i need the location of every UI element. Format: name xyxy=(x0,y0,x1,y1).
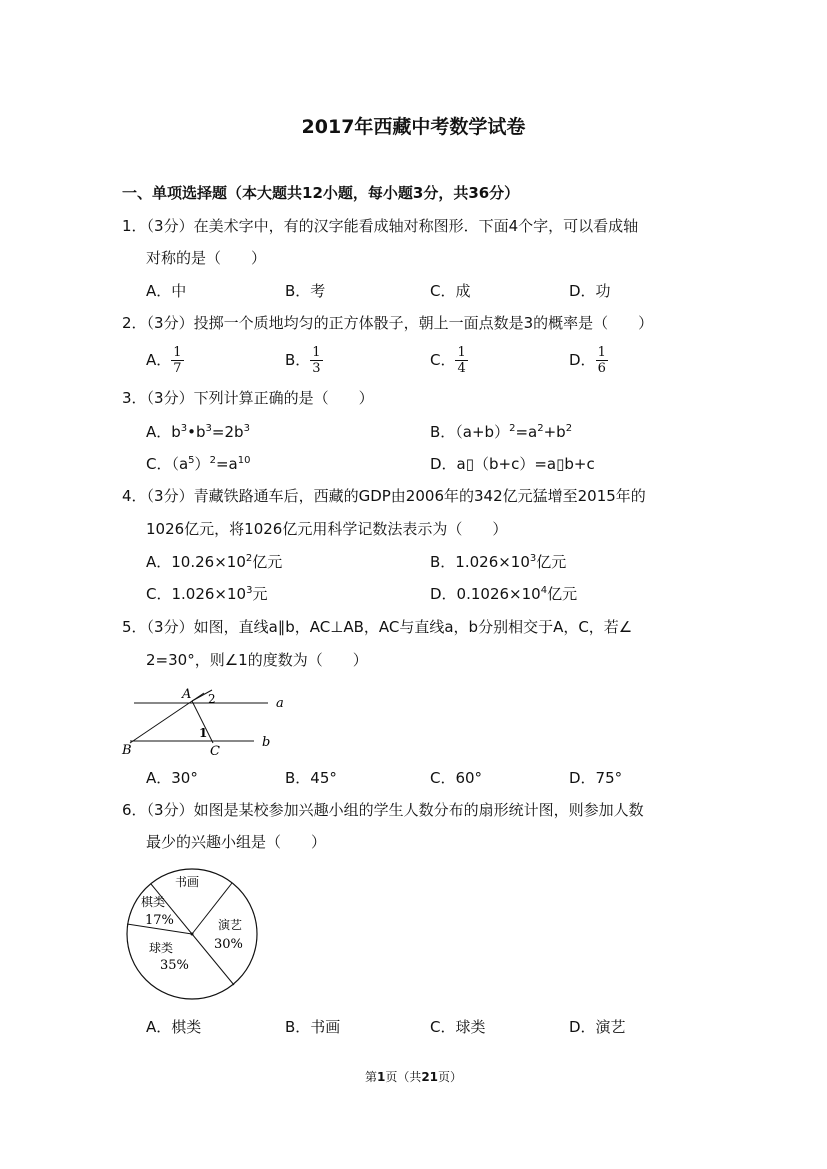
fraction-denominator: 3 xyxy=(312,361,321,376)
question-1-line-1: 1．（3分）在美术字中，有的汉字能看成轴对称图形．下面4个字，可以看成轴 xyxy=(122,217,639,235)
q2-option-d-label: D． xyxy=(569,351,596,369)
fraction-denominator: 7 xyxy=(173,361,182,376)
q6-option-d: D．演艺 xyxy=(569,1018,626,1036)
slice-label-yanyi: 演艺 xyxy=(218,918,243,932)
label-line-b: b xyxy=(262,735,271,750)
q4-option-c: C．$1.026\times 10^3$元 xyxy=(146,585,268,603)
question-3-line-1: 3．（3分）下列计算正确的是（ ） xyxy=(122,389,374,407)
pie-center xyxy=(191,933,194,936)
q6-option-a: A．棋类 xyxy=(146,1018,202,1036)
slice-pct-qilei: 17% xyxy=(145,913,174,928)
fraction-numerator: 1 xyxy=(312,345,321,360)
fraction-numerator: 1 xyxy=(597,345,606,360)
fraction-numerator: 1 xyxy=(457,345,466,360)
q1-option-d: D．功 xyxy=(569,282,611,300)
slice-label-qiulei: 球类 xyxy=(149,941,174,955)
slice-pct-qiulei: 35% xyxy=(160,958,189,973)
q3-option-d: D．a▯（b+c）=a▯b+c xyxy=(430,455,595,473)
q5-option-c: C．60° xyxy=(430,769,483,787)
page-number: 1 xyxy=(376,1070,386,1084)
page-title: 2017年西藏中考数学试卷 xyxy=(301,116,526,138)
q5-option-b: B．45° xyxy=(285,769,337,787)
label-line-a: a xyxy=(276,696,284,711)
label-angle-2: 2 xyxy=(208,692,216,706)
fraction-denominator: 6 xyxy=(597,361,606,376)
q4-option-d: D．$0.1026\times 10^4$亿元 xyxy=(430,585,578,603)
fraction-denominator: 4 xyxy=(457,361,466,376)
q1-option-b: B．考 xyxy=(285,282,326,300)
question-6-line-2: 最少的兴趣小组是（ ） xyxy=(146,833,327,851)
question-4-line-2: 1026亿元，将1026亿元用科学记数法表示为（ ） xyxy=(146,520,508,538)
pie-chart-figure xyxy=(124,865,262,1003)
label-C: C xyxy=(210,744,220,759)
q2-option-a xyxy=(146,345,184,376)
q2-option-d xyxy=(569,345,608,376)
q1-option-c: C．成 xyxy=(430,282,471,300)
question-1-line-2: 对称的是（ ） xyxy=(146,249,267,267)
q3-option-b: B．$(a+b)^2=a^2+b^2$ xyxy=(430,423,573,441)
parallel-lines-figure xyxy=(118,682,298,760)
section-heading: 一、单项选择题（本大题共12小题，每小题3分，共36分） xyxy=(122,184,520,202)
q2-option-c-label: C． xyxy=(430,351,456,369)
label-A: A xyxy=(182,687,192,702)
q4-option-a: A．$10.26\times 10^2$亿元 xyxy=(146,553,283,571)
q2-option-a-label: A． xyxy=(146,351,172,369)
q5-option-a: A．30° xyxy=(146,769,198,787)
q4-option-b: B．$1.026\times 10^3$亿元 xyxy=(430,553,567,571)
q2-option-b-fraction xyxy=(310,345,322,376)
q3-option-a: A．$b^3•b^3=2b^3$ xyxy=(146,423,250,441)
q3-option-c: C．$(a^5)^2=a^{10}$ xyxy=(146,455,251,473)
slice-label-qilei: 棋类 xyxy=(141,895,166,909)
q5-option-d: D．75° xyxy=(569,769,623,787)
total-pages: 21 xyxy=(421,1070,439,1084)
question-6-line-1: 6．（3分）如图是某校参加兴趣小组的学生人数分布的扇形统计图，则参加人数 xyxy=(122,801,644,819)
question-4-line-1: 4．（3分）青藏铁路通车后，西藏的GDP由2006年的342亿元猛增至2015年的 xyxy=(122,487,646,505)
q2-option-c-fraction xyxy=(455,345,467,376)
question-2-line-1: 2．（3分）投掷一个质地均匀的正方体骰子，朝上一面点数是3的概率是（ ） xyxy=(122,314,654,332)
q6-option-c: C．球类 xyxy=(430,1018,486,1036)
slice-label-shuhua: 书画 xyxy=(175,875,200,889)
q2-option-a-fraction xyxy=(171,345,183,376)
question-5-line-2: 2=30°，则∠1的度数为（ ） xyxy=(146,651,368,669)
slice-pct-yanyi: 30% xyxy=(214,937,243,952)
q6-option-b: B．书画 xyxy=(285,1018,341,1036)
question-5-line-1: 5．（3分）如图，直线a∥b，AC⊥AB，AC与直线a，b分别相交于A，C，若∠ xyxy=(122,618,633,636)
fraction-numerator: 1 xyxy=(173,345,182,360)
page-footer: 第1页（共21页） xyxy=(364,1070,463,1084)
q2-option-b-label: B． xyxy=(285,351,311,369)
label-angle-1: 1 xyxy=(199,726,208,740)
q1-option-a: A．中 xyxy=(146,282,187,300)
label-B: B xyxy=(122,743,132,758)
q2-option-c xyxy=(430,345,468,376)
q2-option-b xyxy=(285,345,323,376)
q2-option-d-fraction xyxy=(596,345,608,376)
